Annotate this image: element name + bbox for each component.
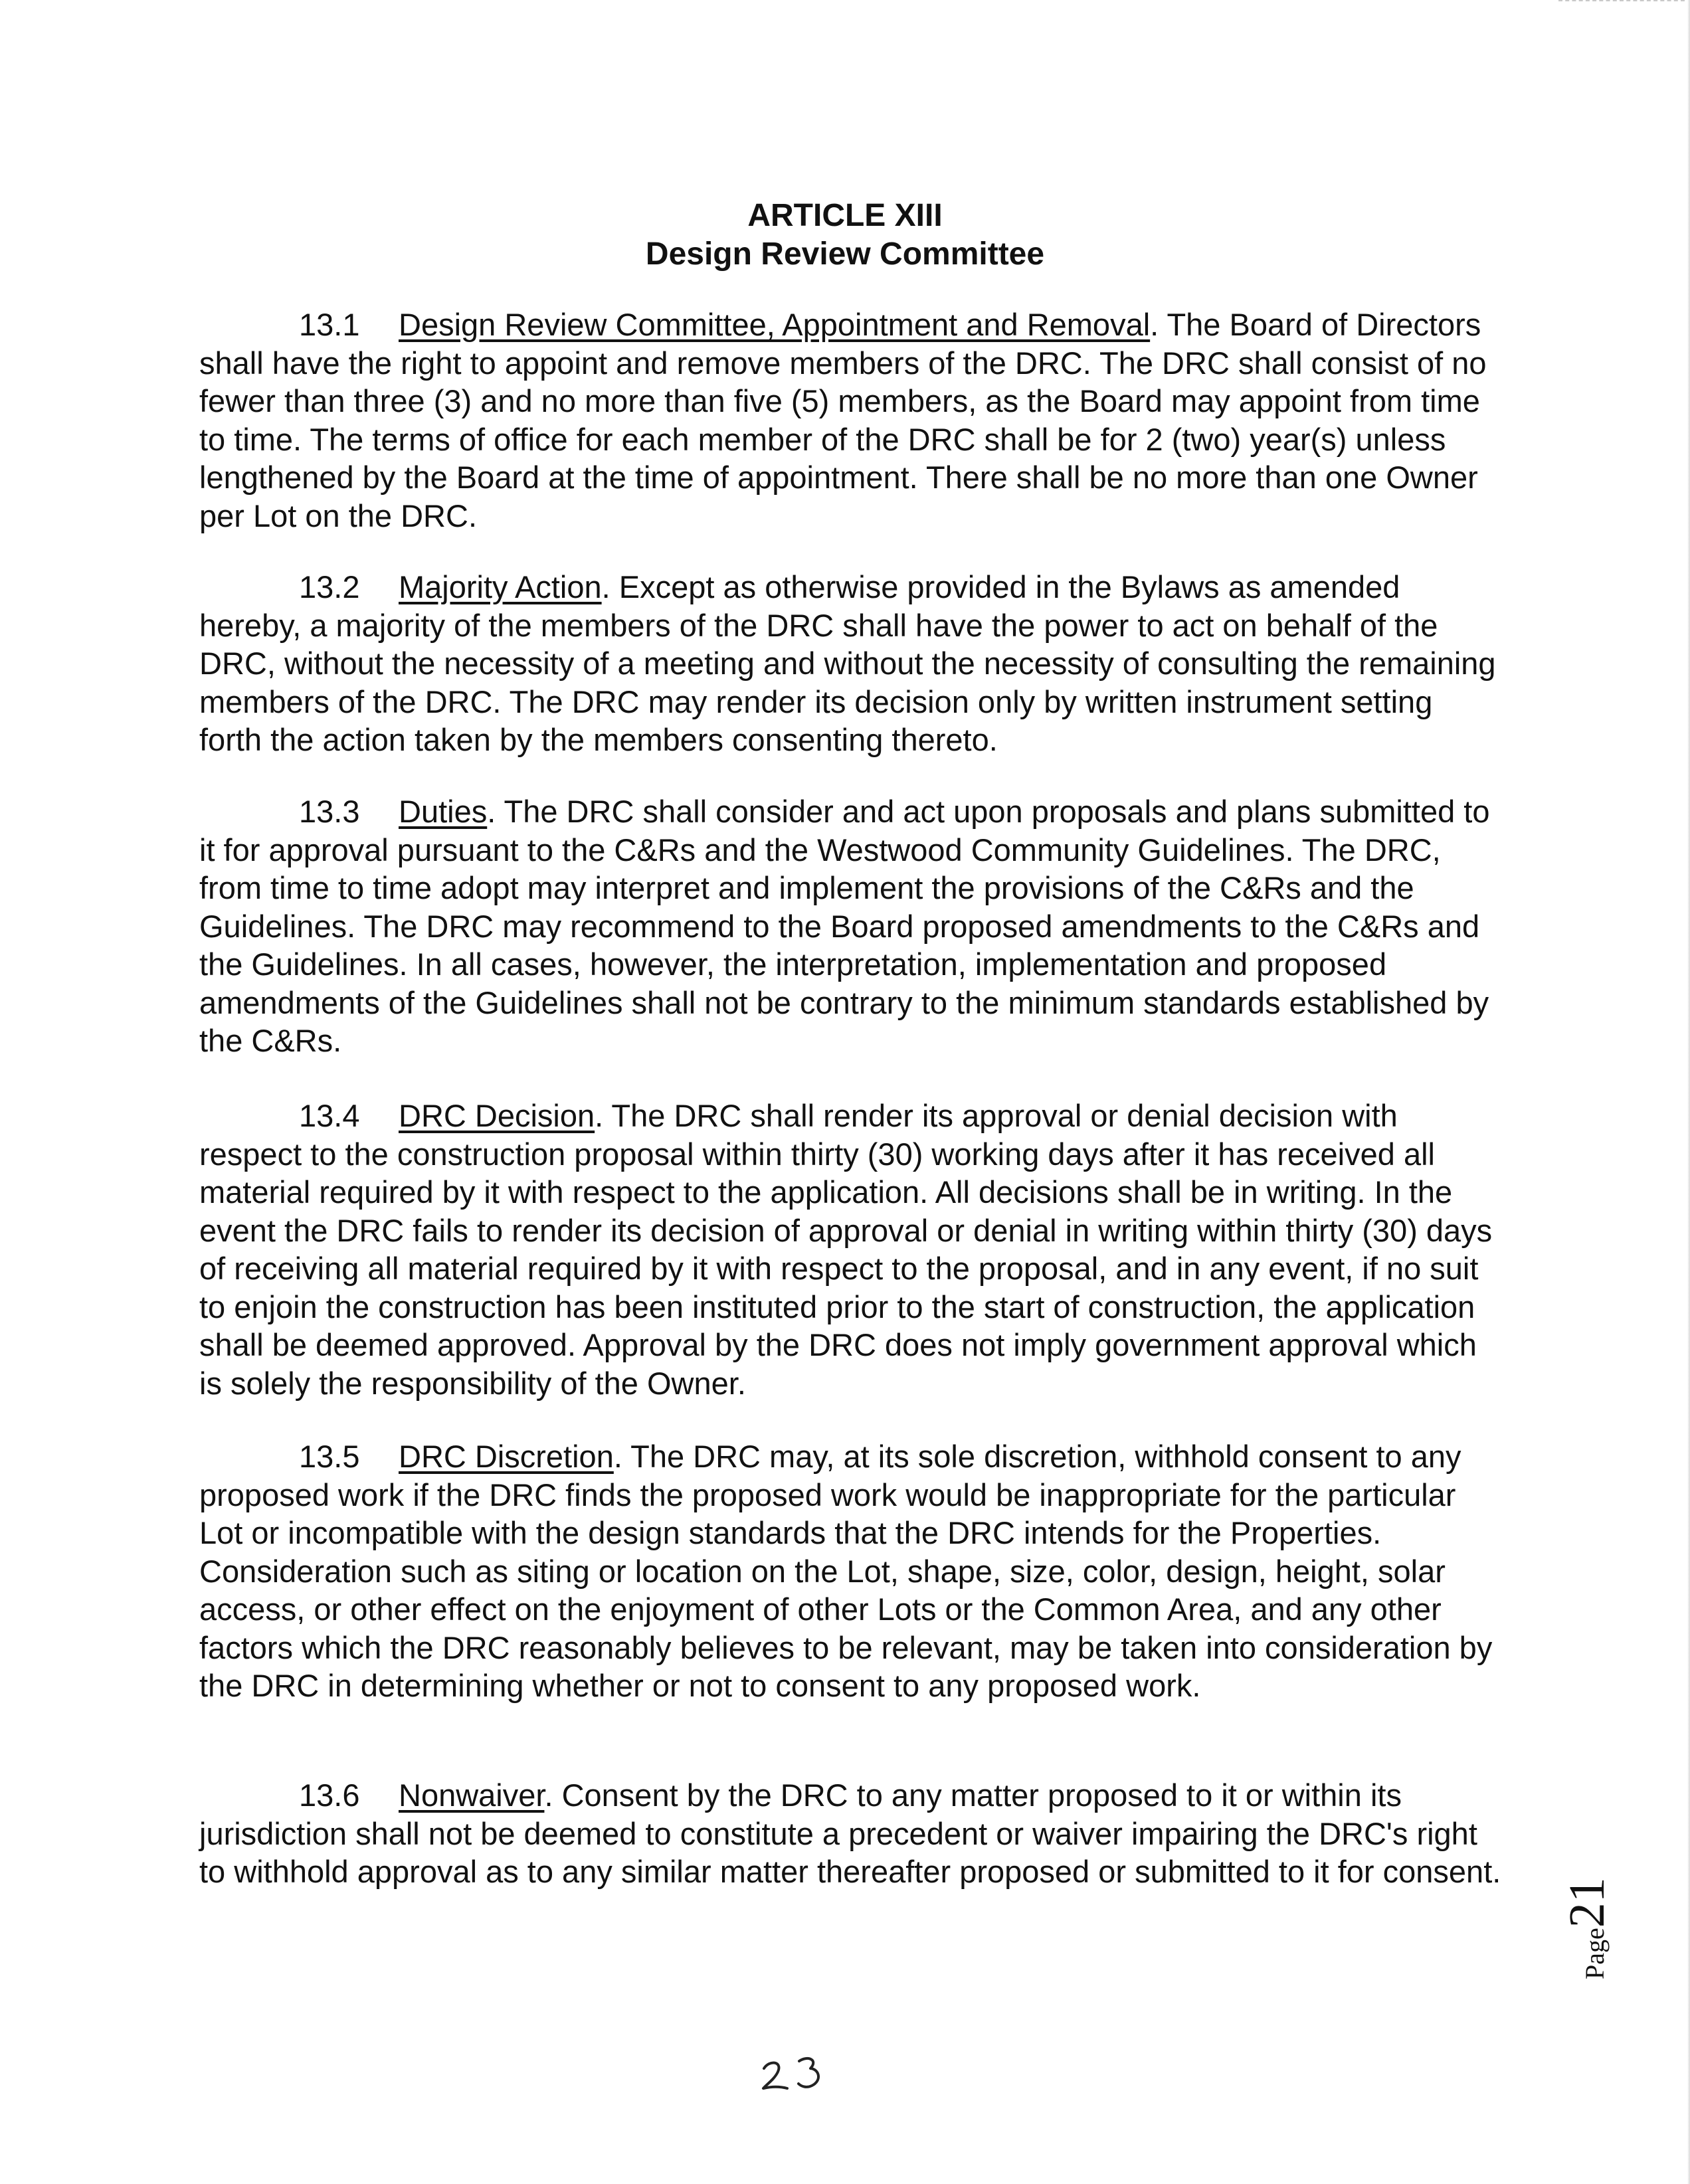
scan-edge-shadow — [1687, 0, 1690, 2184]
section-title: Duties — [399, 794, 488, 829]
section-title: Design Review Committee, Appointment and Removal — [399, 307, 1151, 342]
section-number: 13.6 — [299, 1777, 360, 1813]
article-title: Design Review Committee — [645, 236, 1045, 272]
section-13-6: 13.6 Nonwaiver. Consent by the DRC to any matter proposed to it or within its jurisdiction shall not be deemed to constitute a precedent or waiver impairing the DRC's right to withhold approval as to any similar matter thereafter proposed or submitted to it for consent. — [199, 1777, 1501, 1889]
section-text: The Board of Directors shall have the right to appoint and remove members of the DRC. The DRC shall consist of no fewer than three (3) and no more than five (5) members, as the Board may appoint from time to time. The terms of office for each member of the DRC shall be for 2 (two) year(s) unless lengthened by the Board at the time of appointment. There shall be no more than one Owner per Lot on the DRC. — [199, 307, 1487, 533]
side-page-number — [1525, 1860, 1615, 1993]
section-13-2: 13.2 Majority Action. Except as otherwise provided in the Bylaws as amended hereby, a majority of the members of the DRC shall have the power to act on behalf of the DRC, without the necessity of a meeting and without the necessity of consulting the remaining members of the DRC. The DRC may render its decision only by written instrument setting forth the action taken by the members consenting thereto. — [199, 569, 1496, 757]
section-title: DRC Decision — [399, 1098, 595, 1133]
side-page-label: Page — [1580, 1928, 1610, 1979]
section-text: The DRC shall consider and act upon proposals and plans submitted to it for approval pursuant to the C&Rs and the Westwood Community Guidelines. The DRC, from time to time adopt may interpret and implement the provisions of the C&Rs and the Guidelines. The DRC may recommend to the Board proposed amendments to the C&Rs and the Guidelines. In all cases, however, the interpretation, implementation and proposed amendments of the Guidelines shall not be contrary to the minimum standards established by the C&Rs. — [199, 794, 1490, 1058]
section-13-4: 13.4 DRC Decision. The DRC shall render its approval or denial decision with respect to the construction proposal within thirty (30) working days after it has received all material required by it with respect to the application. All decisions shall be in writing. In the event the DRC fails to render its decision of approval or denial in writing within thirty (30) days of receiving all material required by it with respect to the proposal, and in any event, if no suit to enjoin the construction has been instituted prior to the start of construction, the application shall be deemed approved. Approval by the DRC does not imply government approval which is solely the responsibility of the Owner. — [199, 1098, 1493, 1401]
section-number: 13.5 — [299, 1439, 360, 1474]
section-number: 13.4 — [299, 1098, 360, 1133]
handwritten-page-number — [757, 2050, 837, 2096]
section-text: Consent by the DRC to any matter proposed to it or within its jurisdiction shall not be deemed to constitute a precedent or waiver impairing the DRC's right to withhold approval as to any similar matter thereafter proposed or submitted to it for consent. — [199, 1777, 1501, 1889]
section-13-3: 13.3 Duties. The DRC shall consider and act upon proposals and plans submitted to it for approval pursuant to the C&Rs and the Westwood Community Guidelines. The DRC, from time to time adopt may interpret and implement the provisions of the C&Rs and the Guidelines. The DRC may recommend to the Board proposed amendments to the C&Rs and the Guidelines. In all cases, however, the interpretation, implementation and proposed amendments of the Guidelines shall not be contrary to the minimum standards established by the C&Rs. — [199, 794, 1490, 1058]
section-number: 13.3 — [299, 794, 360, 829]
section-text: Except as otherwise provided in the Bylaws as amended hereby, a majority of the members of the DRC shall have the power to act on behalf of the DRC, without the necessity of a meeting and without the necessity of consulting the remaining members of the DRC. The DRC may render its decision only by written instrument setting forth the action taken by the members consenting thereto. — [199, 569, 1496, 757]
section-title: DRC Discretion — [399, 1439, 614, 1474]
section-text: The DRC may, at its sole discretion, withhold consent to any proposed work if the DRC finds the proposed work would be inappropriate for the particular Lot or incompatible with the design standards that the DRC intends for the Properties. Consideration such as siting or location on the Lot, shape, size, color, design, height, solar access, or other effect on the enjoyment of other Lots or the Common Area, and any other factors which the DRC reasonably believes to be relevant, may be taken into consideration by the DRC in determining whether or not to consent to any proposed work. — [199, 1439, 1493, 1703]
section-title: Majority Action — [399, 569, 602, 604]
section-number: 13.2 — [299, 569, 360, 604]
side-page-value: 21 — [1559, 1877, 1615, 1928]
section-13-1: 13.1 Design Review Committee, Appointment and Removal. The Board of Directors shall have the right to appoint and remove members of the DRC. The DRC shall consist of no fewer than three (3) and no more than five (5) members, as the Board may appoint from time to time. The terms of office for each member of the DRC shall be for 2 (two) year(s) unless lengthened by the Board at the time of appointment. There shall be no more than one Owner per Lot on the DRC. — [199, 307, 1487, 533]
section-text: The DRC shall render its approval or denial decision with respect to the construction proposal within thirty (30) working days after it has received all material required by it with respect to the application. All decisions shall be in writing. In the event the DRC fails to render its decision of approval or denial in writing within thirty (30) days of receiving all material required by it with respect to the proposal, and in any event, if no suit to enjoin the construction has been instituted prior to the start of construction, the application shall be deemed approved. Approval by the DRC does not imply government approval which is solely the responsibility of the Owner. — [199, 1098, 1493, 1401]
article-number: ARTICLE XIII — [747, 198, 943, 233]
section-13-5: 13.5 DRC Discretion. The DRC may, at its sole discretion, withhold consent to any proposed work if the DRC finds the proposed work would be inappropriate for the particular Lot or incompatible with the design standards that the DRC intends for the Properties. Consideration such as siting or location on the Lot, shape, size, color, design, height, solar access, or other effect on the enjoyment of other Lots or the Common Area, and any other factors which the DRC reasonably believes to be relevant, may be taken into consideration by the DRC in determining whether or not to consent to any proposed work. — [199, 1439, 1493, 1703]
scan-artifact — [1558, 0, 1685, 5]
section-title: Nonwaiver — [399, 1777, 545, 1813]
section-number: 13.1 — [299, 307, 360, 342]
